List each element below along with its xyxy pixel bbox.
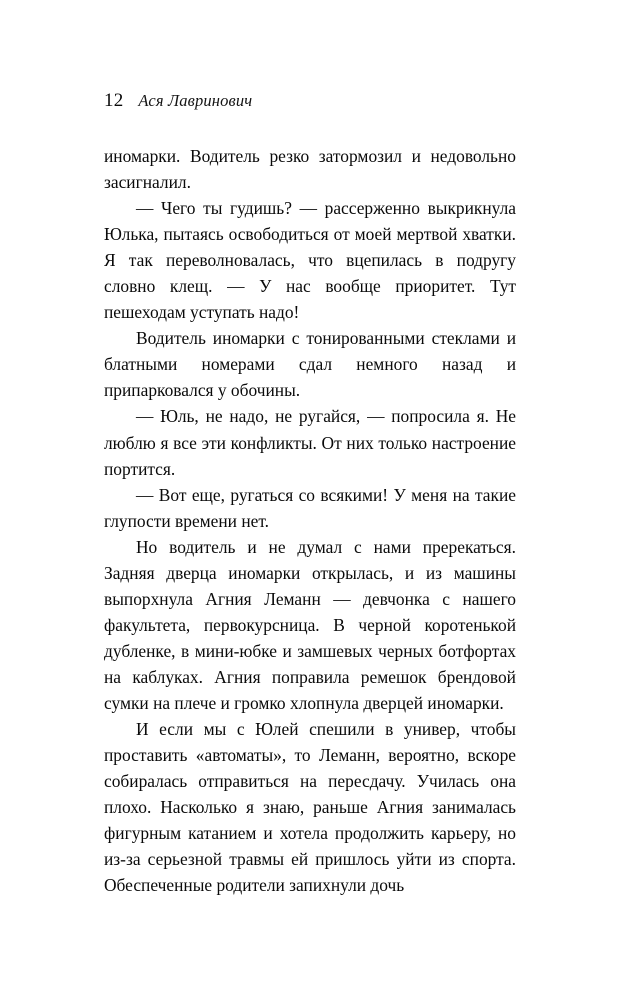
author-name: Ася Лавринович [138, 91, 253, 110]
paragraph: Но водитель и не думал с нами пререкаться. Задняя дверца иномарки открылась, и из машины выпорхнула Агния Леманн — девчонка с нашего факультета, первокурсница. В черной коротенькой дубленке, в мини-юбке и замшевых черных ботфортах на каблуках. Агния поправила ремешок брендовой сумки на плече и громко хлопнула дверцей иномарки. [104, 536, 516, 713]
paragraph: — Чего ты гудишь? — рассерженно выкрикнула Юлька, пытаясь освободиться от моей мертвой хватки. Я так переволновалась, что вцепилась в подругу словно клещ. — У нас вообще приоритет. Тут пешеходам уступать надо! [104, 198, 516, 323]
body-text [104, 143, 516, 898]
running-head [104, 90, 516, 114]
paragraph: — Юль, не надо, не ругайся, — попросила я. Не люблю я все эти конфликты. От них только настроение портится. [104, 406, 516, 479]
paragraph: Водитель иномарки с тонированными стеклами и блатными номерами сдал немного назад и припарковался у обочины. [104, 328, 516, 401]
paragraph: иномарки. Водитель резко затормозил и недовольно засигналил. [104, 146, 516, 193]
page-number: 12 [104, 90, 124, 111]
paragraph: — Вот еще, ругаться со всякими! У меня на такие глупости времени нет. [104, 484, 516, 531]
paragraph: И если мы с Юлей спешили в универ, чтобы проставить «автоматы», то Леманн, вероятно, вскоре собиралась отправиться на пересдачу. Училась она плохо. Насколько я знаю, раньше Агния занималась фигурным катанием и хотела продолжить карьеру, но из-за серьезной травмы ей пришлось уйти из спорта. Обеспеченные родители запихнули дочь [104, 719, 516, 896]
